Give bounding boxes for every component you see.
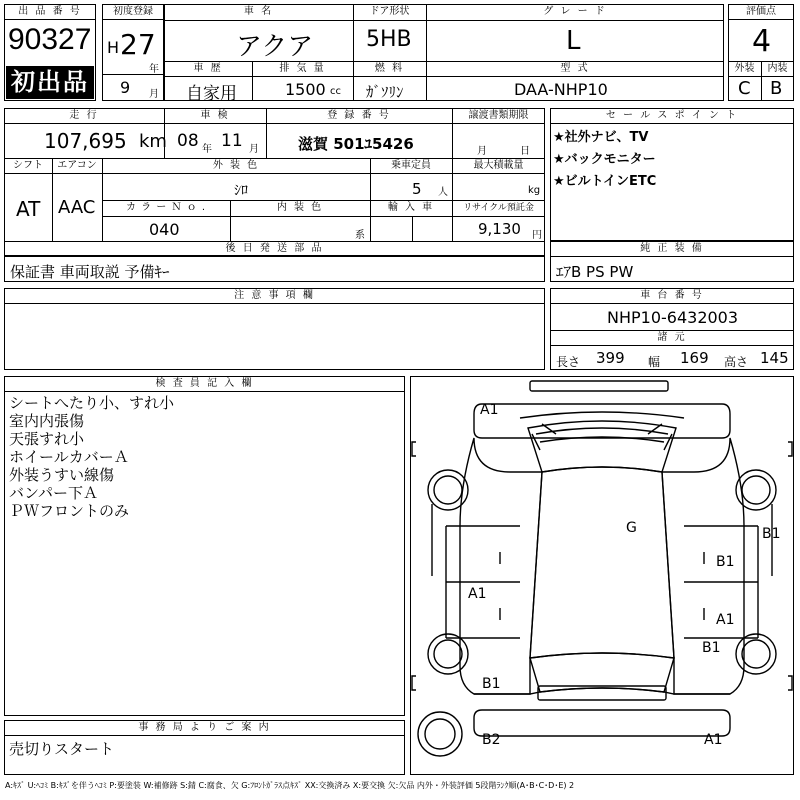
lot-number-label: 出 品 番 号 xyxy=(5,5,95,20)
displacement: 1500 xyxy=(285,80,326,99)
color-number: 040 xyxy=(149,220,180,239)
damage-mark: B1 xyxy=(702,640,721,656)
capacity: 5 xyxy=(412,180,422,198)
inspector-note: 天張すれ小 xyxy=(9,430,85,448)
height-label: 高さ xyxy=(724,355,749,369)
aircon: AAC xyxy=(58,197,96,218)
grade-label: グ レ ー ド xyxy=(543,6,607,17)
model-code: DAA-NHP10 xyxy=(514,80,608,99)
transfer-deadline-label: 譲渡書類期限 xyxy=(468,110,529,121)
damage-mark: B2 xyxy=(482,732,501,748)
damage-mark: B1 xyxy=(482,676,501,692)
door-type-label: ドア形状 xyxy=(369,6,410,17)
sales-point-item: ★社外ナビ、TV xyxy=(553,130,649,145)
inspection-month: 11 xyxy=(221,131,243,151)
sales-points-list xyxy=(553,127,656,193)
registration-number: 滋賀 501ﾕ5426 xyxy=(298,135,414,153)
registration-month-unit: 月 xyxy=(149,89,159,100)
interior-grade: B xyxy=(770,78,783,99)
sales-point-item: ★バックモニター xyxy=(553,152,656,167)
car-name-label: 車 名 xyxy=(243,6,274,17)
mileage-label: 走 行 xyxy=(69,110,99,121)
shift: AT xyxy=(16,197,41,221)
exterior-color-label: 外 装 色 xyxy=(212,160,260,171)
transfer-deadline-month-unit: 月 xyxy=(477,146,487,157)
chassis-number-label: 車 台 番 号 xyxy=(551,289,793,304)
model-code-label: 型 式 xyxy=(560,63,590,74)
damage-mark: A1 xyxy=(480,402,499,418)
max-load-unit: kg xyxy=(528,185,541,196)
inspector-note: ＰＷフロントのみ xyxy=(9,502,130,520)
registration-era: H xyxy=(107,38,120,57)
capacity-unit: 人 xyxy=(438,187,448,198)
legend: A:ｷｽﾞ U:ﾍｺﾐ B:ｷｽﾞを伴うﾍｺﾐ P:要塗装 W:補修跡 S:錆 C:腐食、欠 G:ﾌﾛﾝﾄｶﾞﾗｽ点ｷｽﾞ XX:交換済み X:要交換 欠:欠品 内外・外装評価 5段階ﾗﾝｸ順(A･B･C･D･E) 2 xyxy=(5,781,575,790)
inspection-year-unit: 年 xyxy=(202,144,212,155)
length-value: 399 xyxy=(596,349,625,367)
history: 自家用 xyxy=(186,84,237,104)
chassis-number: NHP10-6432003 xyxy=(607,308,739,327)
mileage: 107,695 xyxy=(44,129,127,153)
interior-grade-label: 内装 xyxy=(767,63,788,74)
inspector-notes-list xyxy=(9,394,174,520)
inspection-label: 車 検 xyxy=(200,110,230,121)
exterior-grade-label: 外装 xyxy=(734,63,755,74)
inspector-note: ホイールカバーＡ xyxy=(9,448,129,466)
registration-month: 9 xyxy=(120,78,131,97)
length-label: 長さ xyxy=(556,355,581,369)
first-registration-label: 初度登録 xyxy=(103,5,163,20)
inspector-note: 外装うすい線傷 xyxy=(9,466,115,484)
width-label: 幅 xyxy=(648,355,661,369)
later-parts-label: 後 日 発 送 部 品 xyxy=(225,243,324,254)
inspection-year: 08 xyxy=(177,131,199,151)
first-listing-badge: 初出品 xyxy=(6,66,94,99)
shift-label: シフト xyxy=(13,160,43,171)
displacement-unit: cc xyxy=(330,86,341,97)
door-type: 5HB xyxy=(366,27,412,52)
import-label: 輸 入 車 xyxy=(387,202,435,213)
max-load-label: 最大積載量 xyxy=(473,160,524,171)
registration-year-unit: 年 xyxy=(149,64,159,75)
car-damage-diagram xyxy=(410,376,794,775)
interior-color-label: 内 装 色 xyxy=(276,202,324,213)
exterior-color: ｼﾛ xyxy=(234,183,248,199)
fuel: ｶﾞｿﾘﾝ xyxy=(366,83,404,101)
aircon-label: エアコン xyxy=(57,160,97,171)
office-notice: 売切りスタート xyxy=(9,740,115,758)
genuine-equipment: ｴｱB PS PW xyxy=(556,263,634,281)
damage-mark: A1 xyxy=(704,732,723,748)
car-name: アクア xyxy=(236,32,314,62)
capacity-label: 乗車定員 xyxy=(391,160,431,171)
fuel-label: 燃 料 xyxy=(374,63,405,74)
damage-mark: G xyxy=(626,520,637,536)
score: 4 xyxy=(752,24,772,59)
score-label: 評価点 xyxy=(729,5,793,20)
damage-mark: B1 xyxy=(716,554,735,570)
registration-year: 27 xyxy=(120,28,156,61)
recycle-label: リサイクル預託金 xyxy=(463,203,534,213)
caution-label: 注 意 事 項 欄 xyxy=(5,289,544,304)
transfer-deadline-day-unit: 日 xyxy=(520,146,530,157)
grade: L xyxy=(566,26,581,56)
office-notice-label: 事 務 局 よ り ご 案 内 xyxy=(5,721,404,736)
later-parts: 保証書 車両取説 予備ｷｰ xyxy=(10,263,170,281)
dimensions-label: 諸 元 xyxy=(551,331,793,346)
damage-mark: A1 xyxy=(468,586,487,602)
mileage-unit: km xyxy=(139,131,167,152)
width-value: 169 xyxy=(680,349,709,367)
recycle-unit: 円 xyxy=(532,230,542,241)
inspector-note: バンパー下Ａ xyxy=(9,484,98,502)
inspector-note: シートへたり小、すれ小 xyxy=(9,394,175,412)
inspection-month-unit: 月 xyxy=(249,144,259,155)
damage-mark: A1 xyxy=(716,612,735,628)
color-number-label: カ ラ ー Ｎ ｏ . xyxy=(125,202,207,213)
interior-color-unit: 系 xyxy=(355,230,365,241)
car-outline xyxy=(412,381,792,756)
height-value: 145 xyxy=(760,349,789,367)
displacement-label: 排 気 量 xyxy=(279,63,326,74)
damage-mark: B1 xyxy=(762,526,781,542)
history-label: 車 歴 xyxy=(193,63,223,74)
lot-number: 90327 xyxy=(8,23,92,56)
registration-number-label: 登 録 番 号 xyxy=(327,110,391,121)
recycle-amount: 9,130 xyxy=(478,220,521,238)
sales-point-item: ★ビルトインETC xyxy=(553,174,657,189)
inspector-notes-label: 検 査 員 記 入 欄 xyxy=(5,377,404,392)
inspector-note: 室内内張傷 xyxy=(9,412,85,430)
genuine-equipment-label: 純 正 装 備 xyxy=(551,242,793,257)
sales-points-label: セ ー ル ス ポ イ ン ト xyxy=(551,109,793,124)
exterior-grade: C xyxy=(738,78,751,99)
